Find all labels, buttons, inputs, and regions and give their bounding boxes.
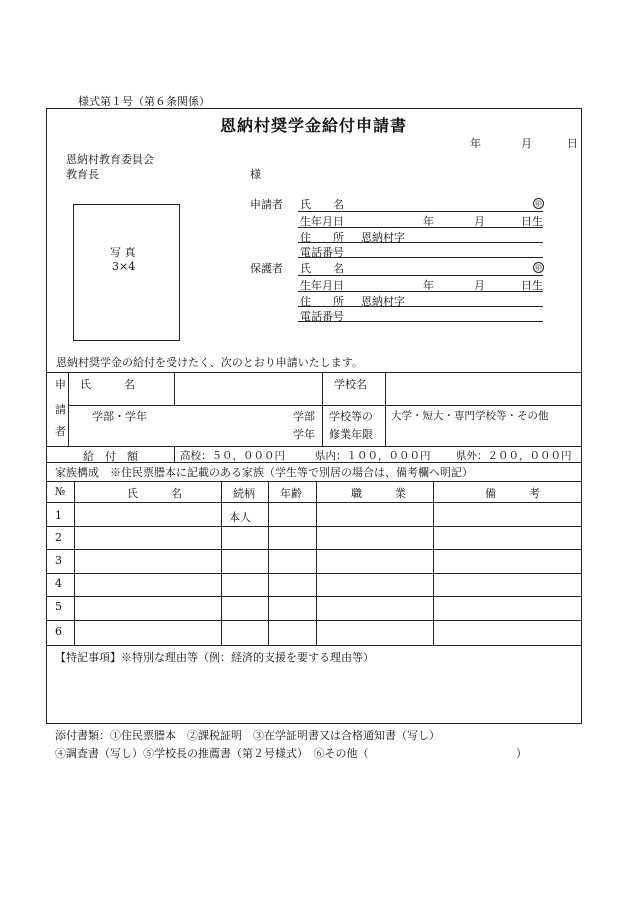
applicant-side-char-2: 請 [55, 403, 66, 416]
school-value-divider [385, 372, 386, 446]
payment-in-pref: 県内：１００，０００円 [315, 450, 431, 462]
guardian-name-line[interactable] [298, 275, 543, 276]
applicant-birth-year: 年 [423, 215, 434, 228]
family-col-notes: 備 考 [485, 487, 540, 500]
payment-label: 給 付 額 [83, 450, 138, 463]
applicant-birth-line[interactable] [298, 227, 543, 228]
guardian-address-line[interactable] [298, 306, 543, 307]
payment-out-pref: 県外：２００，０００円 [456, 450, 572, 462]
applicant-table-top-rule [46, 372, 582, 373]
guardian-phone-line[interactable] [298, 321, 543, 322]
applicant-phone-line[interactable] [298, 257, 543, 258]
applicant-phone-label: 電話番号 [300, 246, 344, 259]
guardian-phone-label: 電話番号 [300, 310, 344, 323]
study-years-label-2: 修業年限 [329, 428, 373, 441]
family-header-rule [46, 502, 582, 503]
guardian-name-label: 氏 名 [300, 262, 344, 275]
family-row-5-no: 5 [55, 600, 62, 613]
family-row-1-rule [46, 526, 582, 527]
family-heading: 家族構成 ※住民票謄本に記載のある家族（学生等で別居の場合は、備考欄へ明記） [55, 466, 473, 479]
applicant-name-line[interactable] [298, 211, 543, 212]
guardian-birth-year: 年 [423, 279, 434, 292]
applicant-side-char-1: 申 [55, 378, 66, 391]
form-number: 様式第１号（第６条関係） [78, 95, 210, 108]
request-statement: 恩納村奨学金の給付を受けたく、次のとおり申請いたします。 [56, 356, 363, 369]
payment-high: 高校：５０，０００円 [180, 450, 285, 462]
family-col-occupation: 職 業 [351, 487, 406, 500]
applicant-side-divider [68, 372, 69, 446]
family-col-relation: 続柄 [233, 487, 255, 500]
applicant-table-mid-rule [68, 405, 582, 406]
family-row-2-no: 2 [55, 531, 62, 544]
family-col-age: 年齢 [280, 487, 302, 500]
attachments-line-2-close: ） [516, 747, 527, 760]
applicant-birth-day: 日生 [521, 215, 543, 228]
attachments-line-2: ④調査書（写し）⑤学校長の推薦書（第２号様式） ⑥その他（ [55, 747, 369, 760]
family-row-2-rule [46, 549, 582, 550]
dept-unit: 学部 [293, 410, 315, 423]
family-row-1-relation: 本人 [229, 511, 251, 524]
family-row-1-no: 1 [55, 509, 62, 522]
family-heading-rule [46, 481, 582, 482]
family-row-5-rule [46, 620, 582, 621]
family-row-4-no: 4 [55, 577, 62, 590]
addressee-org: 恩納村教育委員会 [66, 153, 154, 166]
attachments-line-1: 添付書類：①住民票謄本 ②課税証明 ③在学証明書又は合格通知書（写し） [55, 729, 440, 742]
applicant-table-bottom-rule [46, 446, 582, 447]
special-notes-label: 【特記事項】※特別な理由等（例：経済的支援を要する理由等） [55, 651, 374, 664]
page-title: 恩納村奨学金給付申請書 [220, 116, 408, 135]
family-row-3-rule [46, 573, 582, 574]
guardian-seal: ㊞ [535, 264, 542, 272]
guardian-heading: 保護者 [250, 262, 283, 275]
date-day-label: 日 [567, 137, 578, 150]
family-row-4-rule [46, 596, 582, 597]
applicant-birth-month: 月 [474, 215, 485, 228]
family-row-3-no: 3 [55, 554, 62, 567]
name-label-divider [174, 372, 175, 405]
study-years-label-1: 学校等の [329, 410, 373, 423]
applicant-name-label: 氏 名 [300, 198, 344, 211]
school-name-label: 学校名 [334, 378, 367, 391]
dept-grade-label: 学部・学年 [92, 410, 147, 423]
family-col-name: 氏 名 [127, 487, 182, 500]
payment-label-divider [174, 446, 175, 462]
guardian-address-value: 恩納村字 [361, 295, 405, 308]
photo-size: 3×4 [112, 260, 136, 273]
applicant-address-label: 住 所 [300, 231, 344, 244]
guardian-address-label: 住 所 [300, 295, 344, 308]
applicant-address-line[interactable] [298, 242, 543, 243]
guardian-birth-label: 生年月日 [300, 279, 344, 292]
student-name-label: 氏 名 [80, 378, 135, 391]
date-month-label: 月 [521, 137, 532, 150]
guardian-birth-month: 月 [474, 279, 485, 292]
addressee-position: 教育長 [66, 168, 99, 181]
family-col-no: № [55, 485, 66, 498]
family-row-6-no: 6 [55, 625, 62, 638]
family-row-6-rule [46, 645, 582, 646]
guardian-birth-day: 日生 [521, 279, 543, 292]
applicant-seal: ㊞ [535, 200, 542, 208]
grade-unit: 学年 [293, 428, 315, 441]
guardian-birth-line[interactable] [298, 291, 543, 292]
applicant-address-value: 恩納村字 [361, 231, 405, 244]
school-type-options[interactable]: 大学・短大・専門学校等・その他 [391, 410, 549, 422]
applicant-heading: 申請者 [250, 198, 283, 211]
addressee-honorific: 様 [250, 168, 261, 181]
school-label-divider [322, 372, 323, 446]
photo-label: 写 真 [110, 246, 136, 259]
applicant-birth-label: 生年月日 [300, 215, 344, 228]
date-year-label: 年 [470, 137, 481, 150]
applicant-side-char-3: 者 [55, 425, 66, 438]
